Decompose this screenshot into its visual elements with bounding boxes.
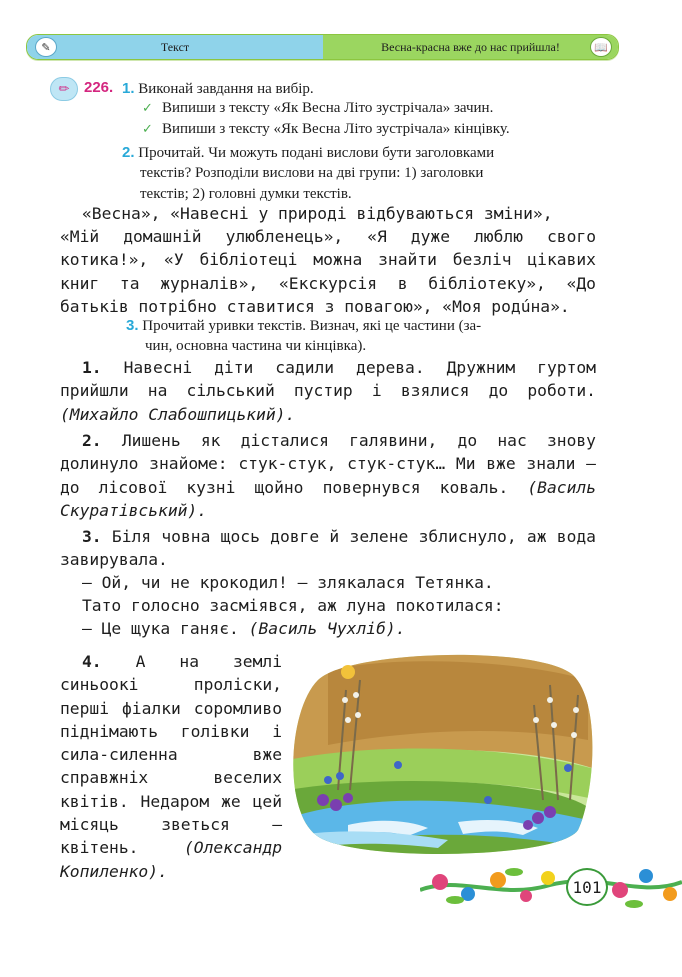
check-icon: ✓	[142, 101, 153, 116]
header-section-left	[27, 35, 323, 59]
task3-line-1	[126, 315, 481, 337]
header-right-title: Весна-красна вже до нас прийшла!	[381, 39, 560, 54]
fragment-2	[60, 429, 596, 522]
fragment-2-number: 2.	[82, 431, 102, 450]
task1-number: 1.	[122, 80, 135, 97]
fragment-3-author: (Василь Чухліб).	[248, 619, 406, 638]
task3-line-2: чин, основна частина чи кінцівка).	[145, 338, 367, 354]
task1-option-1: Випиши з тексту «Як Весна Літо зустрічала» зачин.	[162, 100, 494, 116]
fragment-4-number: 4.	[82, 652, 102, 671]
quotes-line-1: «Весна», «Навесні у природі відбуваються зміни»,	[82, 204, 553, 223]
fragment-3-line-3: Тато голосно засміявся, аж луна покотилася:	[82, 596, 504, 615]
pencil-icon: ✎	[35, 37, 57, 57]
fragment-3-text: Біля човна щось довге й зелене зблиснуло, аж вода завирувала.	[60, 527, 596, 570]
task2-line-2: текстів? Розподіли вислови на дві групи: 1) заголовки	[140, 165, 484, 181]
floral-ornament	[420, 860, 682, 912]
fragment-1-author: (Михайло Слабошпицький).	[60, 404, 296, 424]
fragment-1-text: Навесні діти садили дерева. Дружним гуртом прийшли на сільський пустир і взялися до роботи.	[60, 358, 596, 401]
fragment-3-line-2: — Ой, чи не крокодил! — злякалася Тетянка.	[82, 573, 494, 592]
fragment-2-text: Лишень як дісталися галявини, до нас знову долинуло знайоме: стук-стук, стук-стук… Ми вже знали — до лісової кузні щойно повернувся коваль.	[60, 431, 596, 497]
book-icon: 📖	[590, 37, 612, 57]
fragment-4	[60, 650, 282, 883]
fragment-4-author: (Олександр Копиленко).	[60, 838, 282, 881]
task2-line-3: текстів; 2) головні думки текстів.	[140, 186, 352, 202]
task3-text-1: Прочитай уривки текстів. Визнач, які це частини (за-	[142, 318, 482, 334]
task1-text: Виконай завдання на вибір.	[138, 81, 314, 97]
fragment-4-text: А на землі синьоокі проліски, перші фіалки соромливо піднімають голівки і сила-силенна вже справжніх веселих квітів. Недаром же цей місяць зветься — квітень.	[60, 652, 282, 858]
exercise-number: 226.	[84, 79, 114, 96]
header-left-title: Текст	[160, 39, 190, 54]
fragment-1-number: 1.	[82, 358, 102, 377]
header-section-right	[323, 35, 618, 59]
task3-number: 3.	[126, 317, 139, 334]
spring-landscape-illustration	[288, 650, 598, 858]
quotes-text: «Мій домашній улюбленець», «Я дуже люблю свого котика!», «У бібліотеці можна знайти безліч цікавих книг та журналів», «Екскурсія в бібліотеку», «До батьків потрібно ставитися з повагою», «Моя родúна».	[60, 227, 596, 316]
page-number: 101	[566, 868, 608, 906]
page-header	[26, 34, 619, 60]
fragment-3-line-4	[82, 617, 596, 640]
fragment-3-dialog: — Це щука ганяє.	[82, 619, 239, 638]
fragment-1	[60, 356, 596, 426]
fragment-3-number: 3.	[82, 527, 102, 546]
fragment-2-author: (Василь Скуратівський).	[60, 477, 596, 520]
check-icon: ✓	[142, 122, 153, 137]
task2-text-1: Прочитай. Чи можуть подані вислови бути заголовками	[138, 145, 495, 161]
task1-option-2: Випиши з тексту «Як Весна Літо зустрічала» кінцівку.	[162, 121, 510, 137]
task2-number: 2.	[122, 144, 135, 161]
fragment-3	[60, 525, 596, 572]
task1-line	[122, 78, 314, 100]
task2-line-1	[122, 142, 494, 164]
exercise-icon: ✏	[50, 77, 78, 101]
